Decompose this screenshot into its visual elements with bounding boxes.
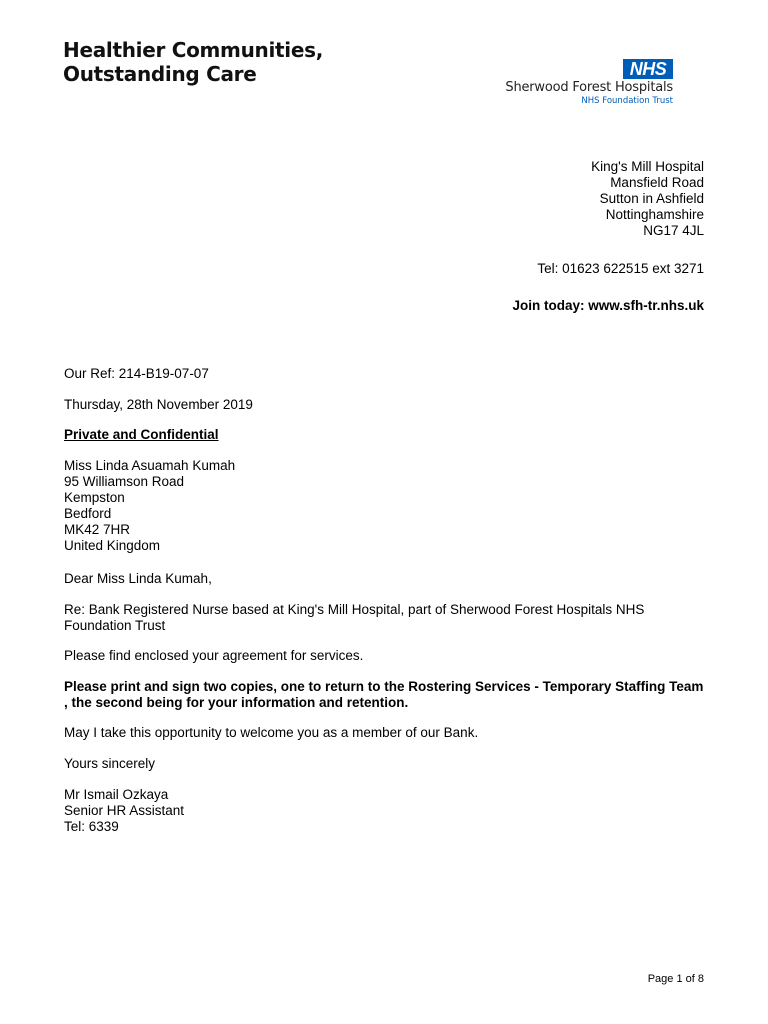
paragraph-enclosed: Please find enclosed your agreement for services. [64, 648, 364, 663]
recipient-line: Kempston [64, 490, 125, 505]
recipient-line: United Kingdom [64, 538, 161, 553]
signatory-name: Mr Ismail Ozkaya [64, 787, 169, 802]
join-website: Join today: www.sfh-tr.nhs.uk [512, 298, 704, 313]
sender-address [591, 159, 704, 239]
recipient-line: MK42 7HR [64, 522, 131, 537]
salutation: Dear Miss Linda Kumah, [64, 571, 212, 586]
signatory-title: Senior HR Assistant [64, 803, 185, 818]
recipient-line: 95 Williamson Road [64, 474, 185, 489]
slogan-line-1: Healthier Communities, [63, 38, 324, 62]
confidential-heading: Private and Confidential [64, 427, 219, 442]
signatory-tel: Tel: 6339 [64, 819, 119, 834]
address-line: Sutton in Ashfield [599, 191, 704, 206]
recipient-address [64, 458, 709, 554]
address-line: Mansfield Road [610, 175, 704, 190]
sender-tel: Tel: 01623 622515 ext 3271 [537, 261, 704, 276]
address-line: Nottinghamshire [605, 207, 704, 222]
paragraph-print-sign: Please print and sign two copies, one to return to the Rostering Services - Temporary Staffing Team , the second being for your information and retention. [64, 679, 704, 710]
nhs-logo [480, 59, 675, 109]
closing: Yours sincerely [64, 756, 156, 771]
nhs-badge: NHS [623, 59, 673, 79]
slogan-line-2: Outstanding Care [63, 62, 257, 86]
reference: Our Ref: 214-B19-07-07 [64, 366, 209, 381]
trust-name: NHS Foundation Trust [581, 96, 673, 106]
re-line: Re: Bank Registered Nurse based at King's Mill Hospital, part of Sherwood Forest Hospitals NHS Foundation Trust [64, 602, 645, 633]
letter-date: Thursday, 28th November 2019 [64, 397, 253, 412]
page-number: Page 1 of 8 [647, 973, 704, 985]
org-name: Sherwood Forest Hospitals [505, 80, 673, 95]
signature-block [64, 787, 709, 835]
slogan [63, 38, 323, 86]
address-line: NG17 4JL [643, 223, 704, 238]
recipient-line: Miss Linda Asuamah Kumah [64, 458, 236, 473]
address-line: King's Mill Hospital [591, 159, 704, 174]
paragraph-welcome: May I take this opportunity to welcome you as a member of our Bank. [64, 725, 479, 740]
recipient-line: Bedford [64, 506, 112, 521]
